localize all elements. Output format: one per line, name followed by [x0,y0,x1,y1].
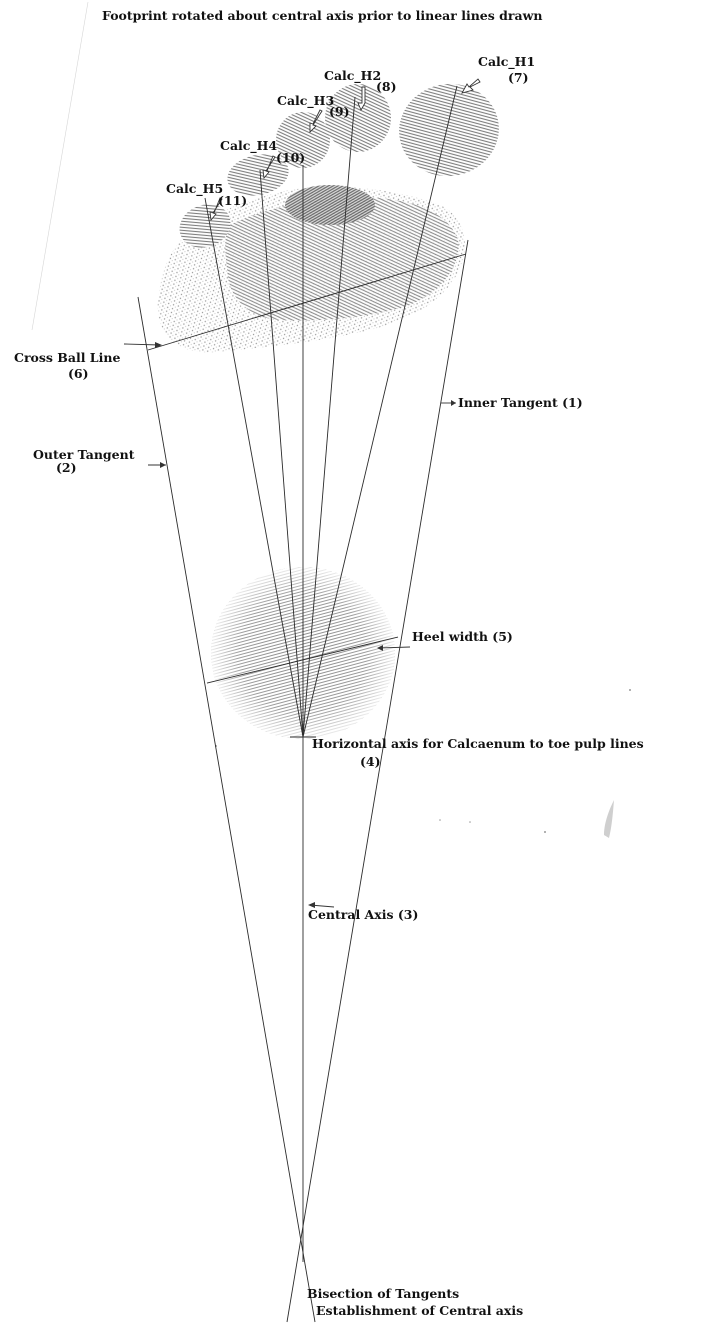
toe-1-print [392,76,506,184]
inner-tangent-arrow [441,400,456,406]
inner-tangent-label: Inner Tangent (1) [458,395,583,410]
calc-h1-label: Calc_H1 [478,54,536,69]
cross-ball-line-number: (6) [68,366,89,381]
cross-ball-line-label: Cross Ball Line [14,350,121,365]
central-axis-label: Central Axis (3) [308,907,419,922]
outer-tangent-label: Outer Tangent [33,447,135,462]
scan-artifact [604,800,614,838]
calc-h4-number: (10) [276,150,306,165]
calc-h2-number: (8) [376,79,397,94]
bisection-label: Bisection of Tangents [307,1286,460,1301]
outer-tangent-line [138,297,315,1322]
scan-edge-line [32,2,88,330]
calc-h2-label: Calc_H2 [324,68,382,83]
outer-tangent-number: (2) [56,460,77,475]
outer-tangent-arrow [148,462,166,468]
heel-width-label: Heel width (5) [412,629,513,644]
calc-h5-label: Calc_H5 [166,181,224,196]
calc-h3-label: Calc_H3 [277,93,335,108]
calc-h1-number: (7) [508,70,529,85]
cross-ball-arrow [124,342,162,348]
inner-tangent-line [287,240,468,1322]
ball-dark-zone [285,185,375,225]
establishment-label: Establishment of Central axis [316,1303,524,1318]
calc-h5-number: (11) [218,193,248,208]
diagram-title: Footprint rotated about central axis prior to linear lines drawn [102,8,543,23]
horizontal-axis-label: Horizontal axis for Calcaenum to toe pulp lines [312,736,644,751]
calc-h3-number: (9) [329,104,350,119]
calc-h4-label: Calc_H4 [220,138,278,153]
horizontal-axis-number: (4) [360,754,381,769]
